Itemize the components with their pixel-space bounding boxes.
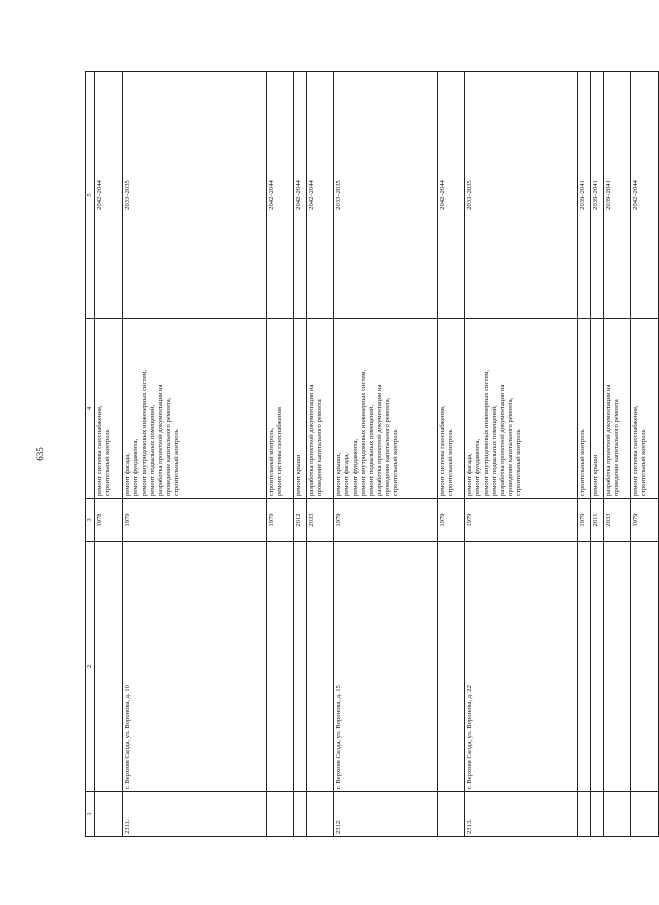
year-cell: 2012 [294, 499, 307, 542]
work-item: строительный контроль [640, 429, 648, 496]
work-item: строительный контроль [447, 429, 455, 496]
table-row [267, 72, 294, 837]
work-item: разработка проектной документации на [605, 384, 613, 496]
year-cell: 1979 [631, 499, 659, 542]
work-item: строительный контроль, [268, 427, 276, 496]
year-cell: 1978 [95, 499, 123, 542]
work-item: ремонт фундамента, [351, 438, 359, 496]
period-cell: 2042–2044 [307, 72, 334, 319]
work-item: ремонт крыши, [335, 453, 343, 496]
period-cell: 2033–2035 [123, 72, 267, 319]
work-item: ремонт фасада, [466, 453, 474, 496]
column-header: 3 [86, 499, 95, 542]
table-header-row [86, 72, 95, 837]
table-row [591, 72, 604, 837]
work-item: ремонт фундамента, [474, 438, 482, 496]
period-cell: 2033–2035 [465, 72, 578, 319]
work-item: ремонт подвальных помещений, [490, 405, 498, 496]
works-cell [438, 319, 465, 499]
period-cell: 2042–2044 [267, 72, 294, 319]
row-number-cell [95, 792, 123, 837]
work-item: ремонт внутридомовых инженерных систем, [140, 369, 148, 496]
work-item: ремонт системы газоснабжения, [96, 405, 104, 496]
work-item: строительный контроль [104, 429, 112, 496]
work-item: ремонт крыши [592, 454, 600, 496]
work-item: разработка проектной документации на [498, 384, 506, 496]
work-item: ремонт фундамента, [132, 438, 140, 496]
work-item: проведение капитального ремонта [613, 399, 621, 496]
row-number-cell [591, 792, 604, 837]
period-cell: 2042–2044 [631, 72, 659, 319]
period-cell: 2042–2044 [438, 72, 465, 319]
table-row [465, 72, 578, 837]
table-row [123, 72, 267, 837]
row-number-cell: 2312. [334, 792, 438, 837]
work-item: ремонт фасада, [343, 453, 351, 496]
works-cell [465, 319, 578, 499]
year-cell: 2033 [307, 499, 334, 542]
row-number-cell [631, 792, 659, 837]
work-item: проведение капитального ремонта, [507, 397, 515, 496]
works-cell [334, 319, 438, 499]
work-item: ремонт подвальных помещений, [367, 405, 375, 496]
year-cell: 1979 [438, 499, 465, 542]
works-cell [591, 319, 604, 499]
address-cell [307, 542, 334, 792]
address-cell [95, 542, 123, 792]
address-cell [591, 542, 604, 792]
work-item: ремонт крыши [295, 454, 303, 496]
address-cell: г. Верхняя Салда, ул. Воронова, д. 10 [123, 542, 267, 792]
table-row [604, 72, 631, 837]
repair-schedule-table [85, 71, 659, 837]
address-cell [578, 542, 591, 792]
address-cell [438, 542, 465, 792]
address-cell [604, 542, 631, 792]
works-cell [95, 319, 123, 499]
rotated-table-container [85, 77, 648, 837]
table-row [294, 72, 307, 837]
row-number-cell [294, 792, 307, 837]
works-cell [123, 319, 267, 499]
table-row [307, 72, 334, 837]
work-item: строительный контроль [515, 429, 523, 496]
period-cell: 2033–2035 [334, 72, 438, 319]
work-item: ремонт фасада, [124, 453, 132, 496]
address-cell: г. Верхняя Салда, ул. Воронова, д. 15 [334, 542, 438, 792]
year-cell: 1979 [578, 499, 591, 542]
year-cell: 1979 [123, 499, 267, 542]
work-item: разработка проектной документации на [376, 384, 384, 496]
year-cell: 1979 [334, 499, 438, 542]
work-item: разработка проектной документации на [308, 384, 316, 496]
works-cell [307, 319, 334, 499]
row-number-cell [578, 792, 591, 837]
table-row [578, 72, 591, 837]
work-item: проведение капитального ремонта, [165, 397, 173, 496]
works-cell [604, 319, 631, 499]
work-item: строительный контроль [392, 429, 400, 496]
period-cell: 2039–2041 [578, 72, 591, 319]
work-item: ремонт внутридомовых инженерных систем, [359, 369, 367, 496]
work-item: ремонт системы газоснабжения [276, 407, 284, 496]
work-item: ремонт подвальных помещений, [148, 405, 156, 496]
work-item: проведение капитального ремонта, [384, 397, 392, 496]
row-number-cell [267, 792, 294, 837]
address-cell [294, 542, 307, 792]
period-cell: 2042–2044 [294, 72, 307, 319]
table-row [334, 72, 438, 837]
year-cell: 2033 [604, 499, 631, 542]
works-cell [631, 319, 659, 499]
row-number-cell: 2313. [465, 792, 578, 837]
address-cell: г. Верхняя Салда, ул. Воронова, д. 22 [465, 542, 578, 792]
work-item: разработка проектной документации на [156, 384, 164, 496]
table-row [95, 72, 123, 837]
work-item: проведение капитального ремонта [316, 399, 324, 496]
row-number-cell [438, 792, 465, 837]
work-item: строительный контроль [173, 429, 181, 496]
work-item: ремонт внутридомовых инженерных систем, [482, 369, 490, 496]
period-cell: 2039–2041 [591, 72, 604, 319]
column-header: 1 [86, 792, 95, 837]
address-cell [631, 542, 659, 792]
work-item: строительный контроль [579, 429, 587, 496]
year-cell: 2011 [591, 499, 604, 542]
year-cell: 1979 [267, 499, 294, 542]
work-item: ремонт системы газоснабжения, [632, 405, 640, 496]
address-cell [267, 542, 294, 792]
work-item: ремонт системы газоснабжения, [439, 405, 447, 496]
column-header: 2 [86, 542, 95, 792]
row-number-cell [307, 792, 334, 837]
column-header: 5 [86, 72, 95, 319]
year-cell: 1979 [465, 499, 578, 542]
table-row [438, 72, 465, 837]
period-cell: 2042–2044 [95, 72, 123, 319]
works-cell [267, 319, 294, 499]
row-number-cell: 2311. [123, 792, 267, 837]
column-header: 4 [86, 319, 95, 499]
page-number: 635 [35, 447, 45, 461]
table-row [631, 72, 659, 837]
period-cell: 2039–2041 [604, 72, 631, 319]
works-cell [578, 319, 591, 499]
row-number-cell [604, 792, 631, 837]
works-cell [294, 319, 307, 499]
